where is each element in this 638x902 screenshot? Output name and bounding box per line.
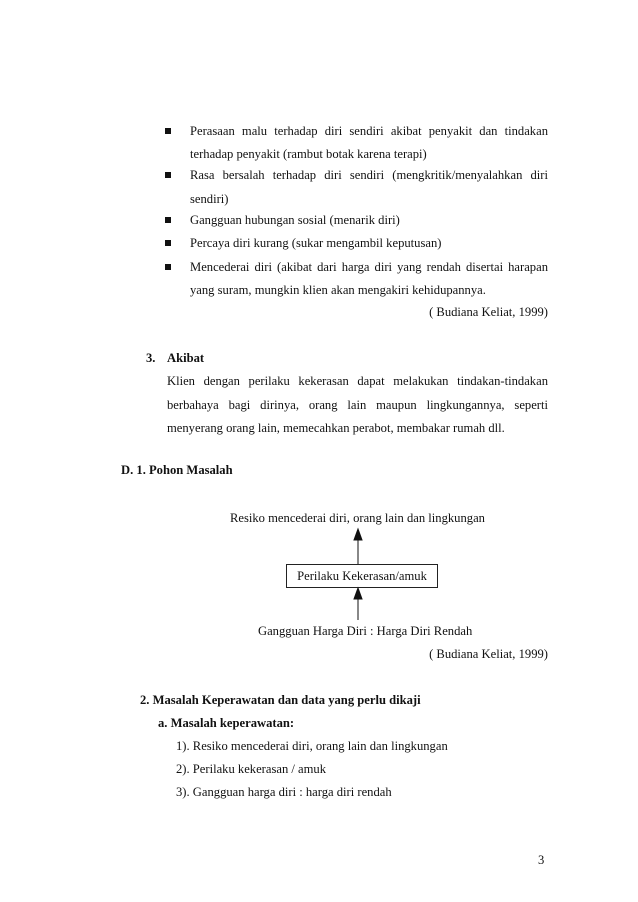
page-number: 3 bbox=[538, 853, 545, 867]
bullet-3-line-1: Gangguan hubungan sosial (menarik diri) bbox=[190, 213, 400, 227]
akibat-line-1: Klien dengan perilaku kekerasan dapat melakukan tindakan-tindakan bbox=[167, 374, 548, 388]
akibat-line-3: menyerang orang lain, memecahkan perabot, membakar rumah dll. bbox=[167, 421, 505, 435]
bullet-2-line-2: sendiri) bbox=[190, 192, 229, 206]
bullet-1-line-1: Perasaan malu terhadap diri sendiri akibat penyakit dan tindakan bbox=[190, 124, 548, 138]
masalah-item-2: 2). Perilaku kekerasan / amuk bbox=[176, 762, 327, 776]
arrow-up-head-2 bbox=[354, 588, 362, 599]
bullet-5-line-2: yang suram, mungkin klien akan mengakiri kehidupannya. bbox=[190, 283, 486, 297]
bullet-1-line-2: terhadap penyakit (rambut botak karena terapi) bbox=[190, 147, 427, 161]
masalah-item-1: 1). Resiko mencederai diri, orang lain dan lingkungan bbox=[176, 739, 448, 753]
bullet-5-line-1: Mencederai diri (akibat dari harga diri yang rendah disertai harapan bbox=[190, 260, 548, 274]
masalah-subheading: a. Masalah keperawatan: bbox=[158, 716, 295, 730]
tree-top-text: Resiko mencederai diri, orang lain dan lingkungan bbox=[230, 511, 485, 525]
akibat-heading: Akibat bbox=[167, 351, 205, 365]
bullet-4-line-1: Percaya diri kurang (sukar mengambil keputusan) bbox=[190, 236, 442, 250]
arrow-up-head-1 bbox=[354, 529, 362, 540]
masalah-item-3: 3). Gangguan harga diri : harga diri rendah bbox=[176, 785, 392, 799]
bullet-2-line-1: Rasa bersalah terhadap diri sendiri (mengkritik/menyalahkan diri bbox=[190, 168, 548, 182]
section-d-heading: D. 1. Pohon Masalah bbox=[121, 463, 233, 477]
akibat-number: 3. bbox=[146, 351, 156, 365]
citation-2: ( Budiana Keliat, 1999) bbox=[429, 647, 548, 661]
tree-middle-text: Perilaku Kekerasan/amuk bbox=[297, 569, 427, 583]
masalah-heading: 2. Masalah Keperawatan dan data yang perlu dikaji bbox=[140, 693, 421, 707]
tree-bottom-text: Gangguan Harga Diri : Harga Diri Rendah bbox=[258, 624, 473, 638]
citation-1: ( Budiana Keliat, 1999) bbox=[429, 305, 548, 319]
tree-middle-box bbox=[286, 564, 438, 588]
akibat-line-2: berbahaya bagi dirinya, orang lain maupun lingkungannya, seperti bbox=[167, 398, 548, 412]
